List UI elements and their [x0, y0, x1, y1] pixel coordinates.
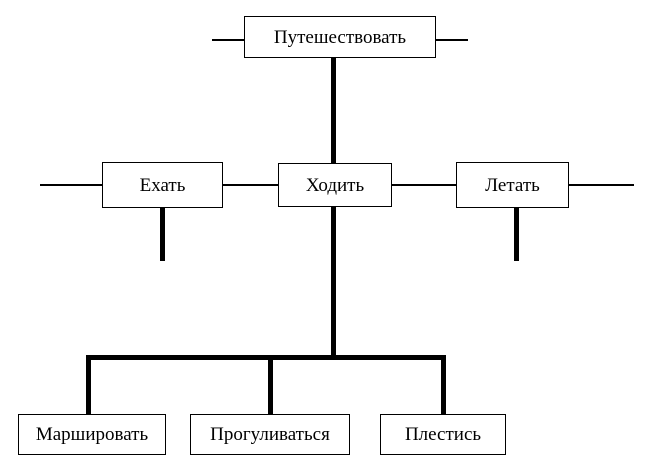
node-ehat: [102, 162, 223, 208]
node-plestis: [380, 414, 506, 455]
edge-right-tail: [568, 184, 634, 186]
node-progulivatsya: [190, 414, 350, 455]
edge-to-trudge: [441, 358, 446, 415]
edge-root-right-stub: [435, 39, 468, 41]
node-label: Маршировать: [35, 424, 149, 445]
edge-bottom-distribution: [86, 355, 446, 360]
node-label: Путешествовать: [273, 26, 407, 48]
edge-walk-descender: [331, 206, 336, 358]
node-label: Плестись: [404, 424, 482, 445]
edge-left-tail: [40, 184, 103, 186]
node-puteshestvovat: [244, 16, 436, 58]
edge-fly-descender: [514, 207, 519, 261]
edge-root-left-stub: [212, 39, 245, 41]
node-hodit: [278, 163, 392, 207]
node-letat: [456, 162, 569, 208]
edge-root-to-walk: [331, 57, 336, 164]
edge-walk-to-fly: [391, 184, 457, 186]
node-marshirovat: [18, 414, 166, 455]
edge-to-stroll: [268, 358, 273, 415]
node-label: Прогуливаться: [210, 424, 330, 445]
edge-to-march: [86, 358, 91, 415]
node-label: Летать: [485, 174, 540, 196]
edge-ride-to-walk: [222, 184, 279, 186]
node-label: Ехать: [139, 174, 186, 196]
node-label: Ходить: [305, 174, 365, 196]
edge-ride-descender: [160, 207, 165, 261]
